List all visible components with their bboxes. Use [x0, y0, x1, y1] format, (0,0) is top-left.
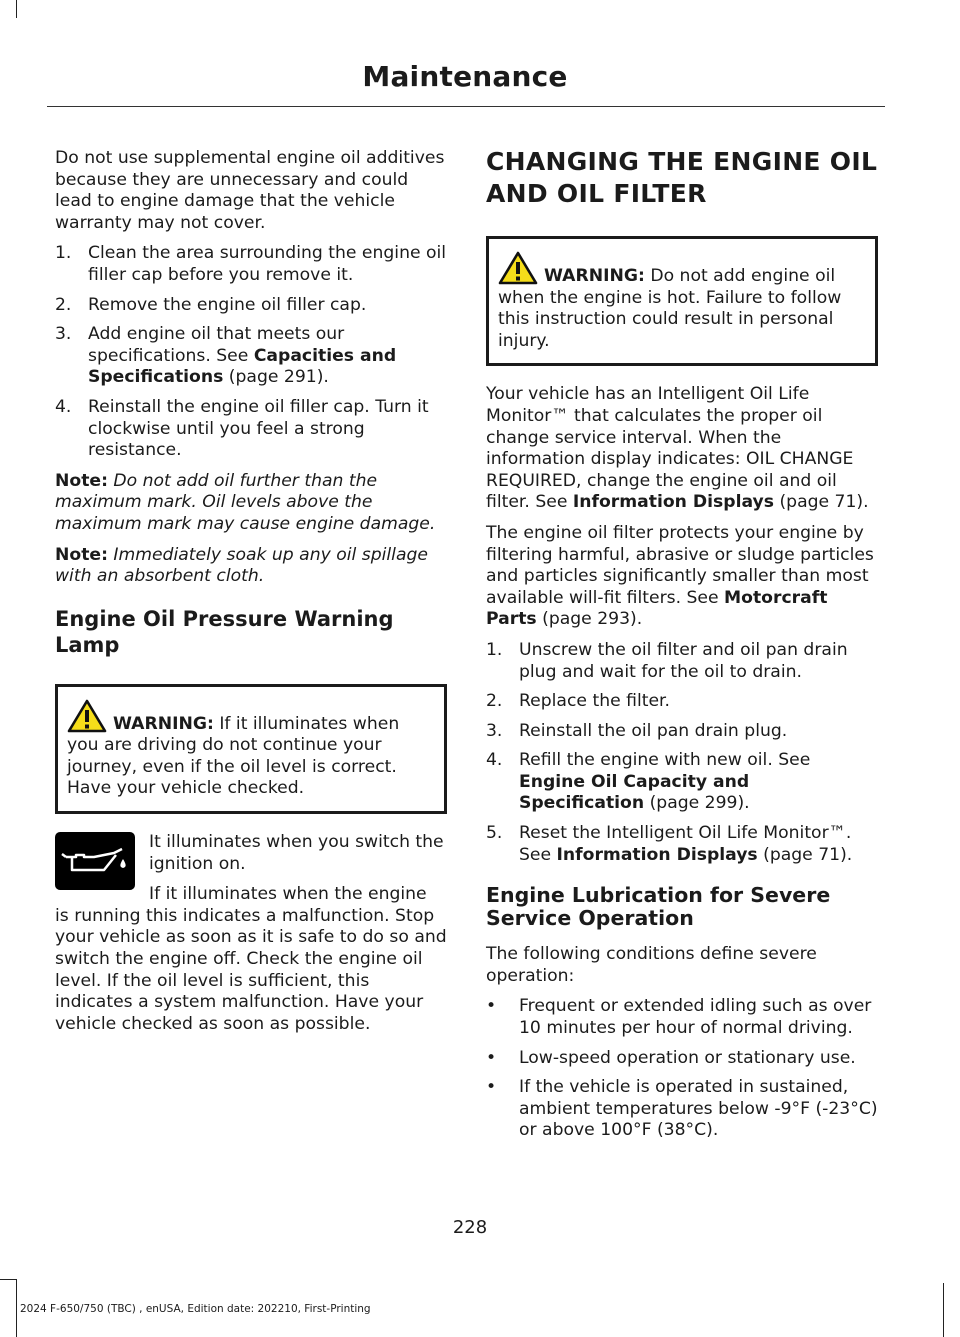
crop-mark-bottom-right — [943, 1283, 944, 1337]
note-max-mark — [55, 471, 447, 536]
warning-box — [55, 684, 447, 814]
list-item — [55, 295, 447, 317]
note-label: Note: — [55, 470, 108, 491]
bullet-mark: • — [486, 996, 497, 1017]
step-text: Refill the engine with new oil. See — [519, 750, 811, 771]
page-ref: (page 299). — [644, 793, 750, 814]
step-text: Unscrew the oil filter and oil pan drain plug and wait for the oil to drain. — [519, 639, 848, 682]
engine-oil-capacity-link[interactable]: Engine Oil Capacity and Specification — [519, 771, 750, 814]
step-number: 2. — [55, 294, 72, 315]
list-item — [55, 397, 447, 462]
step-text: Add engine oil that meets our specifications. See — [88, 324, 345, 366]
step-text: Remove the engine oil filler cap. — [88, 294, 367, 315]
note-text: Do not add oil further than the maximum mark. Oil levels above the maximum mark may cause engine damage. — [55, 470, 436, 534]
page-number: 228 — [452, 1217, 488, 1238]
oil-add-steps — [55, 243, 447, 461]
oil-life-monitor-paragraph — [486, 384, 878, 514]
main-heading-line-2: AND OIL FILTER — [486, 179, 707, 208]
warning-label: WARNING: — [113, 713, 214, 734]
lamp-paragraph-1: It illuminates when you switch the ignition on. — [149, 832, 444, 874]
lamp-text — [149, 832, 447, 906]
warning-text: Do not add engine oil when the engine is hot. Failure to follow this instruction could result in personal injury. — [498, 266, 842, 351]
page-title: Maintenance — [362, 60, 568, 93]
section-heading: Engine Oil Pressure Warning Lamp — [55, 606, 394, 657]
information-displays-link[interactable]: Information Displays — [572, 492, 774, 513]
warning-box — [486, 236, 878, 366]
warning-text: If it illuminates when you are driving do not continue your journey, even if the oil level is correct. Have your vehicle checked. — [67, 713, 400, 799]
information-displays-link[interactable]: Information Displays — [556, 844, 758, 865]
lamp-paragraph-2-start: If it illuminates when the engine — [149, 884, 427, 905]
edition-info: 2024 F-650/750 (TBC) , enUSA, Edition date: 202210, First-Printing — [20, 1303, 371, 1315]
capacities-link[interactable]: Capacities and Specifications — [88, 345, 397, 388]
list-item — [486, 1077, 878, 1142]
list-item — [486, 1048, 878, 1070]
severe-conditions-list — [486, 996, 878, 1142]
intro-paragraph: Do not use supplemental engine oil additives because they are unnecessary and could lead to engine damage that the vehicle warranty may not cover. — [55, 148, 445, 233]
main-heading — [486, 146, 878, 210]
warning-triangle-icon — [498, 251, 538, 285]
left-column — [55, 148, 447, 1044]
page-ref: (page 71). — [757, 844, 853, 865]
paragraph-text: The engine oil filter protects your engine by filtering harmful, abrasive or sludge particles and particles significantly smaller than most available will-fit filters. See — [486, 522, 874, 608]
crop-mark-top-left — [16, 0, 17, 18]
list-item — [486, 996, 878, 1039]
step-text: Clean the area surrounding the engine oil filler cap before you remove it. — [88, 243, 447, 285]
step-number: 5. — [486, 823, 503, 844]
list-item — [486, 750, 878, 815]
paragraph-text: Your vehicle has an Intelligent Oil Life Monitor™ that calculates the proper oil change service interval. When the information display indicates: OIL CHANGE REQUIRED, change the engine oil and oil filter. See — [486, 384, 854, 513]
crop-mark-bottom-left-h — [0, 1279, 16, 1280]
step-number: 3. — [55, 324, 72, 345]
note-spillage — [55, 545, 447, 588]
section-heading: Engine Lubrication for Severe Service Operation — [486, 883, 831, 931]
list-item — [486, 640, 878, 683]
step-number: 1. — [55, 243, 72, 264]
list-item — [486, 691, 878, 713]
list-item — [486, 823, 878, 866]
bullet-mark: • — [486, 1047, 497, 1068]
page-ref: (page 291). — [223, 367, 329, 388]
crop-mark-bottom-left — [16, 1279, 17, 1337]
list-item — [55, 243, 447, 286]
step-number: 2. — [486, 691, 503, 712]
warning-label: WARNING: — [544, 266, 645, 286]
note-text: Immediately soak up any oil spillage with an absorbent cloth. — [55, 544, 428, 587]
motorcraft-parts-link[interactable]: Motorcraft Parts — [486, 587, 828, 630]
step-number: 1. — [486, 639, 503, 660]
bullet-mark: • — [486, 1077, 497, 1098]
oil-pressure-icon — [55, 832, 135, 890]
step-text: Reinstall the engine oil filler cap. Turn it clockwise until you feel a strong resistance. — [88, 396, 429, 461]
list-item — [55, 324, 447, 389]
page-ref: (page 293). — [536, 609, 643, 630]
lamp-description — [55, 832, 447, 906]
oil-change-steps — [486, 640, 878, 866]
page-ref: (page 71). — [773, 492, 869, 513]
step-text: Reset the Intelligent Oil Life Monitor™. See — [519, 823, 852, 865]
header-rule — [47, 106, 885, 107]
note-label: Note: — [55, 544, 108, 565]
bullet-text: If the vehicle is operated in sustained, ambient temperatures below -9°F (-23°C) or above 100°F (38°C). — [519, 1077, 878, 1141]
step-text: Reinstall the oil pan drain plug. — [519, 720, 788, 741]
bullet-text: Frequent or extended idling such as over 10 minutes per hour of normal driving. — [519, 996, 872, 1039]
step-number: 3. — [486, 720, 503, 741]
main-heading-line-1: CHANGING THE ENGINE OIL — [486, 147, 878, 176]
step-number: 4. — [55, 396, 72, 417]
list-item — [486, 721, 878, 743]
step-number: 4. — [486, 750, 503, 771]
warning-triangle-icon — [67, 699, 107, 733]
right-column — [486, 146, 878, 1151]
oil-filter-paragraph — [486, 523, 878, 631]
severe-intro: The following conditions define severe operation: — [486, 944, 817, 986]
step-text: Replace the filter. — [519, 691, 670, 712]
lamp-paragraph-2: is running this indicates a malfunction. Stop your vehicle as soon as it is safe to do so and switch the engine off. Check the engine oil level. If the oil level is sufficient, this indicates a system malfunction. Have your vehicle checked as soon as possible. — [55, 905, 447, 1034]
bullet-text: Low-speed operation or stationary use. — [519, 1047, 856, 1068]
